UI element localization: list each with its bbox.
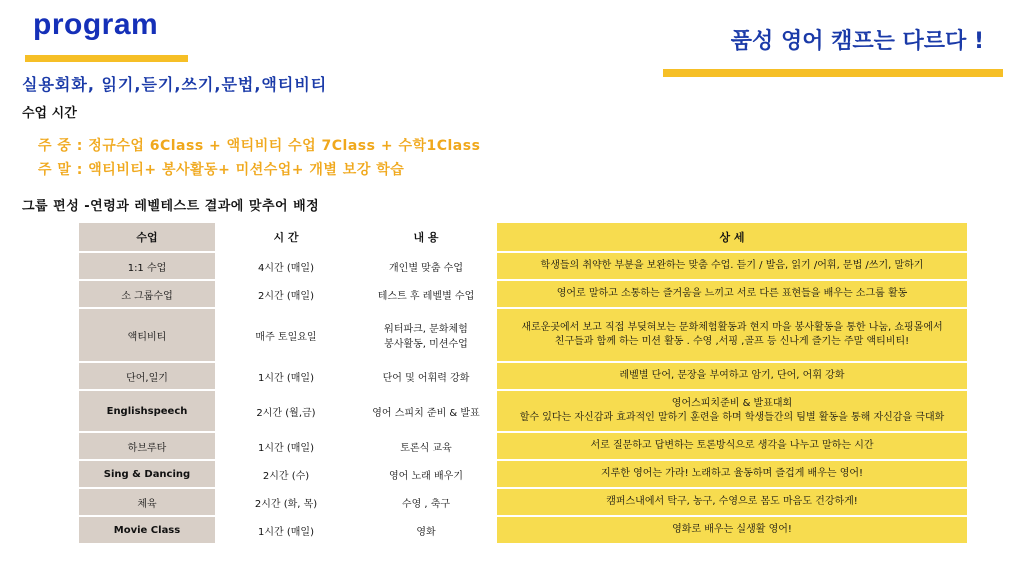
course-cell: Englishspeech [79,391,215,431]
page-title: program [33,8,159,41]
title-underline [25,55,188,62]
detail-cell-line: 캠퍼스내에서 탁구, 농구, 수영으로 몸도 마음도 건강하게! [606,495,858,507]
course-cell: 액티비티 [79,309,215,361]
header-detail: 상 세 [497,223,967,251]
content-cell [357,363,495,389]
detail-cell-line: 할수 있다는 자신감과 효과적인 말하기 훈련을 하며 학생들간의 팀별 활동을 통해 자신감을 극대화 [519,412,945,423]
time-cell: 2시간 (수) [217,461,355,487]
detail-cell-line: 지루한 영어는 가라! 노래하고 율동하며 즐겁게 배우는 영어! [600,467,864,479]
detail-cell [497,489,967,515]
weekday-schedule: 주 중 : 정규수업 6Class + 액티비티 수업 7Class + 수학1Class [38,138,481,154]
course-cell: Sing & Dancing [79,461,215,487]
table-row [79,461,967,487]
detail-cell [497,391,967,431]
course-cell: 1:1 수업 [79,253,215,279]
subjects-line: 실용회화, 읽기,듣기,쓰기,문법,액티비티 [22,75,328,94]
detail-cell-line: 서로 질문하고 답변하는 토론방식으로 생각을 나누고 말하는 시간 [590,439,874,451]
content-cell [357,433,495,459]
content-cell-line: 수영 , 축구 [401,498,451,510]
content-cell [357,517,495,543]
time-cell: 1시간 (매일) [217,363,355,389]
content-cell-line: 토론식 교육 [400,442,452,454]
course-cell: 단어,일기 [79,363,215,389]
detail-cell [497,309,967,361]
header-content: 내 용 [357,223,495,251]
content-cell [357,281,495,307]
time-cell: 4시간 (매일) [217,253,355,279]
detail-cell [497,363,967,389]
table-row [79,517,967,543]
time-cell: 2시간 (월,금) [217,391,355,431]
detail-cell-line: 영어스피치준비 & 발표대회 [671,397,793,409]
detail-cell-line: 영화로 배우는 실생활 영어! [672,523,792,535]
course-cell: 하브루타 [79,433,215,459]
content-cell [357,489,495,515]
content-cell-line: 영어 노래 배우기 [389,470,463,482]
course-cell: Movie Class [79,517,215,543]
table-row [79,281,967,307]
content-cell-line: 테스트 후 레벨별 수업 [377,290,475,302]
content-cell-line: 영화 [416,526,436,538]
header-course: 수업 [79,223,215,251]
detail-cell [497,253,967,279]
table-row [79,433,967,459]
detail-cell-line: 레벨별 단어, 문장을 부여하고 암기, 단어, 어휘 강화 [619,369,845,381]
program-table [77,221,969,545]
detail-cell-line: 친구들과 함께 하는 미션 활동 . 수영 ,서핑 ,골프 등 신나게 즐기는 주말 액티비티! [554,336,910,347]
detail-cell [497,461,967,487]
content-cell-line: 워터파크, 문화체험 [384,324,468,335]
content-cell [357,461,495,487]
time-cell: 1시간 (매일) [217,433,355,459]
course-cell: 소 그룹수업 [79,281,215,307]
table-row [79,489,967,515]
class-time-label: 수업 시간 [22,106,77,121]
content-cell [357,309,495,361]
detail-cell [497,433,967,459]
content-cell-line: 개인별 맞춤 수업 [389,262,463,274]
time-cell: 1시간 (매일) [217,517,355,543]
header-time: 시 간 [217,223,355,251]
slogan: 품성 영어 캠프는 다르다 ! [730,29,984,54]
detail-cell [497,281,967,307]
content-cell [357,253,495,279]
content-cell-line: 단어 및 어휘력 강화 [382,372,470,384]
group-note: 그룹 편성 -연령과 레벨테스트 결과에 맞추어 배정 [22,199,320,214]
time-cell: 2시간 (매일) [217,281,355,307]
content-cell-line: 봉사활동, 미션수업 [384,339,468,350]
content-cell [357,391,495,431]
detail-cell-line: 학생들의 취약한 부분을 보완하는 맞춤 수업. 듣기 / 발음, 읽기 /어휘, 문법 /쓰기, 말하기 [540,259,924,271]
course-cell: 체육 [79,489,215,515]
table-row [79,363,967,389]
detail-cell-line: 새로운곳에서 보고 직접 부딪혀보는 문화체험활동과 현지 마을 봉사활동을 통한 나눔, 쇼핑몰에서 [521,321,943,333]
detail-cell-line: 영어로 말하고 소통하는 즐거움을 느끼고 서로 다른 표현들을 배우는 소그룹 활동 [556,287,908,299]
table-row [79,309,967,361]
detail-cell [497,517,967,543]
table-row [79,391,967,431]
slogan-underline [663,69,1003,77]
time-cell: 2시간 (화, 목) [217,489,355,515]
content-cell-line: 영어 스피치 준비 & 발표 [372,407,480,419]
time-cell: 매주 토일요일 [217,309,355,361]
table-header-row [79,223,967,251]
weekend-schedule: 주 말 : 액티비티+ 봉사활동+ 미션수업+ 개별 보강 학습 [38,162,405,178]
table-row [79,253,967,279]
